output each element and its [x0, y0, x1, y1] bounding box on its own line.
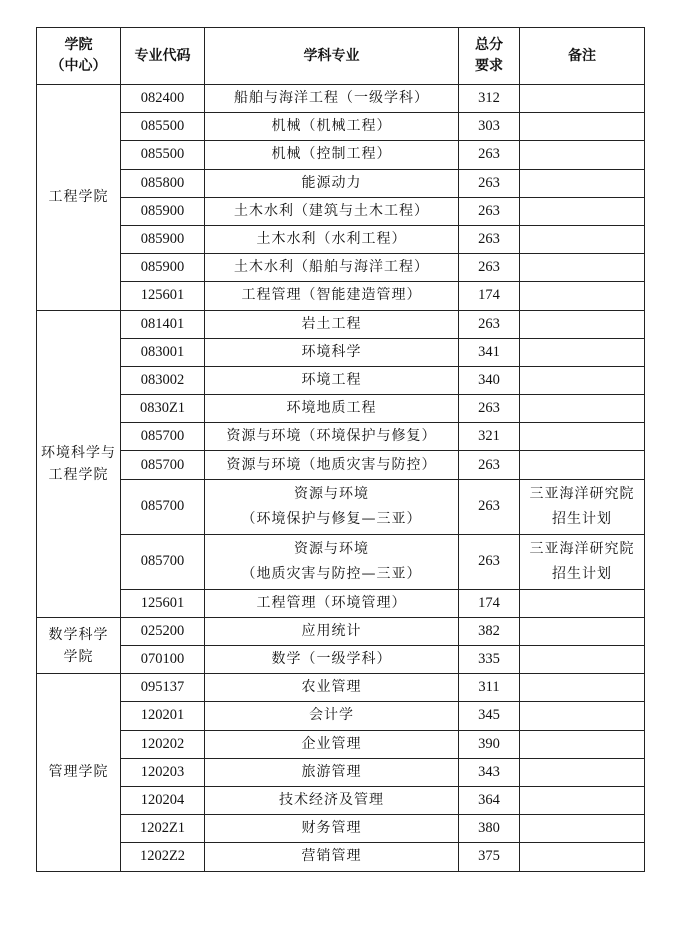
college-cell: 环境科学与 工程学院 [37, 310, 121, 617]
header-score: 总分 要求 [459, 28, 520, 85]
code-cell: 085700 [121, 479, 205, 534]
major-cell: 土木水利（水利工程） [205, 225, 459, 253]
major-cell: 会计学 [205, 702, 459, 730]
note-cell [520, 423, 645, 451]
code-cell: 1202Z1 [121, 815, 205, 843]
note-cell [520, 141, 645, 169]
score-cell: 263 [459, 451, 520, 479]
score-cell: 263 [459, 197, 520, 225]
major-cell: 资源与环境（环境保护与修复） [205, 423, 459, 451]
note-cell [520, 646, 645, 674]
major-cell: 资源与环境 （地质灾害与防控—三亚） [205, 534, 459, 589]
note-cell [520, 366, 645, 394]
code-cell: 083001 [121, 338, 205, 366]
code-cell: 083002 [121, 366, 205, 394]
code-cell: 120201 [121, 702, 205, 730]
major-cell: 能源动力 [205, 169, 459, 197]
note-cell [520, 730, 645, 758]
note-cell [520, 169, 645, 197]
note-cell [520, 843, 645, 871]
score-cell: 364 [459, 786, 520, 814]
major-cell: 岩土工程 [205, 310, 459, 338]
note-cell [520, 197, 645, 225]
header-code: 专业代码 [121, 28, 205, 85]
code-cell: 085500 [121, 113, 205, 141]
score-cell: 312 [459, 85, 520, 113]
header-row [37, 28, 645, 85]
code-cell: 120202 [121, 730, 205, 758]
header-note: 备注 [520, 28, 645, 85]
score-cell: 341 [459, 338, 520, 366]
score-cell: 174 [459, 589, 520, 617]
score-cell: 263 [459, 310, 520, 338]
table-row [37, 702, 645, 730]
note-cell [520, 786, 645, 814]
table-row [37, 758, 645, 786]
code-cell: 125601 [121, 589, 205, 617]
major-cell: 环境地质工程 [205, 395, 459, 423]
college-cell: 管理学院 [37, 674, 121, 871]
code-cell: 120204 [121, 786, 205, 814]
major-cell: 旅游管理 [205, 758, 459, 786]
major-cell: 土木水利（建筑与土木工程） [205, 197, 459, 225]
table-row [37, 479, 645, 534]
table-row [37, 338, 645, 366]
major-cell: 应用统计 [205, 617, 459, 645]
score-cell: 321 [459, 423, 520, 451]
major-cell: 财务管理 [205, 815, 459, 843]
table-row [37, 786, 645, 814]
major-cell: 机械（控制工程） [205, 141, 459, 169]
note-cell [520, 282, 645, 310]
note-cell: 三亚海洋研究院 招生计划 [520, 534, 645, 589]
score-cell: 263 [459, 225, 520, 253]
table-row [37, 617, 645, 645]
score-cell: 335 [459, 646, 520, 674]
score-cell: 311 [459, 674, 520, 702]
major-cell: 环境科学 [205, 338, 459, 366]
college-cell: 数学科学 学院 [37, 617, 121, 673]
table-row [37, 646, 645, 674]
code-cell: 085700 [121, 534, 205, 589]
table-row [37, 366, 645, 394]
table-row [37, 674, 645, 702]
major-cell: 土木水利（船舶与海洋工程） [205, 254, 459, 282]
table-row [37, 85, 645, 113]
score-cell: 263 [459, 479, 520, 534]
note-cell [520, 338, 645, 366]
score-cell: 263 [459, 254, 520, 282]
score-cell: 380 [459, 815, 520, 843]
code-cell: 025200 [121, 617, 205, 645]
note-cell [520, 113, 645, 141]
note-cell [520, 674, 645, 702]
code-cell: 125601 [121, 282, 205, 310]
score-cell: 375 [459, 843, 520, 871]
major-cell: 工程管理（智能建造管理） [205, 282, 459, 310]
major-cell: 技术经济及管理 [205, 786, 459, 814]
table-row [37, 197, 645, 225]
table-row [37, 113, 645, 141]
major-cell: 资源与环境（地质灾害与防控） [205, 451, 459, 479]
code-cell: 1202Z2 [121, 843, 205, 871]
code-cell: 085900 [121, 197, 205, 225]
major-cell: 工程管理（环境管理） [205, 589, 459, 617]
code-cell: 085500 [121, 141, 205, 169]
major-cell: 机械（机械工程） [205, 113, 459, 141]
code-cell: 095137 [121, 674, 205, 702]
note-cell [520, 815, 645, 843]
major-cell: 船舶与海洋工程（一级学科） [205, 85, 459, 113]
code-cell: 085900 [121, 254, 205, 282]
college-cell: 工程学院 [37, 85, 121, 311]
table-row [37, 395, 645, 423]
code-cell: 085800 [121, 169, 205, 197]
note-cell [520, 225, 645, 253]
table-row [37, 169, 645, 197]
table-body [37, 85, 645, 872]
table-row [37, 815, 645, 843]
table-row [37, 730, 645, 758]
header-college: 学院 （中心） [37, 28, 121, 85]
code-cell: 120203 [121, 758, 205, 786]
major-cell: 营销管理 [205, 843, 459, 871]
score-cell: 345 [459, 702, 520, 730]
table-row [37, 534, 645, 589]
note-cell [520, 395, 645, 423]
score-cell: 263 [459, 395, 520, 423]
code-cell: 082400 [121, 85, 205, 113]
note-cell [520, 617, 645, 645]
code-cell: 081401 [121, 310, 205, 338]
code-cell: 085900 [121, 225, 205, 253]
score-cell: 390 [459, 730, 520, 758]
score-cell: 263 [459, 534, 520, 589]
score-cell: 263 [459, 169, 520, 197]
score-cell: 343 [459, 758, 520, 786]
major-cell: 数学（一级学科） [205, 646, 459, 674]
table-row [37, 141, 645, 169]
table-row [37, 451, 645, 479]
table-row [37, 310, 645, 338]
note-cell [520, 589, 645, 617]
header-major: 学科专业 [205, 28, 459, 85]
code-cell: 0830Z1 [121, 395, 205, 423]
table-row [37, 282, 645, 310]
score-cell: 303 [459, 113, 520, 141]
code-cell: 085700 [121, 451, 205, 479]
note-cell [520, 254, 645, 282]
table-row [37, 589, 645, 617]
table-row [37, 843, 645, 871]
note-cell [520, 85, 645, 113]
major-cell: 企业管理 [205, 730, 459, 758]
note-cell [520, 310, 645, 338]
score-cell: 174 [459, 282, 520, 310]
note-cell [520, 702, 645, 730]
score-table [36, 27, 645, 872]
major-cell: 资源与环境 （环境保护与修复—三亚） [205, 479, 459, 534]
table-row [37, 225, 645, 253]
major-cell: 环境工程 [205, 366, 459, 394]
note-cell [520, 758, 645, 786]
major-cell: 农业管理 [205, 674, 459, 702]
code-cell: 085700 [121, 423, 205, 451]
score-cell: 340 [459, 366, 520, 394]
note-cell [520, 451, 645, 479]
note-cell: 三亚海洋研究院 招生计划 [520, 479, 645, 534]
score-cell: 263 [459, 141, 520, 169]
score-cell: 382 [459, 617, 520, 645]
table-row [37, 423, 645, 451]
table-row [37, 254, 645, 282]
code-cell: 070100 [121, 646, 205, 674]
